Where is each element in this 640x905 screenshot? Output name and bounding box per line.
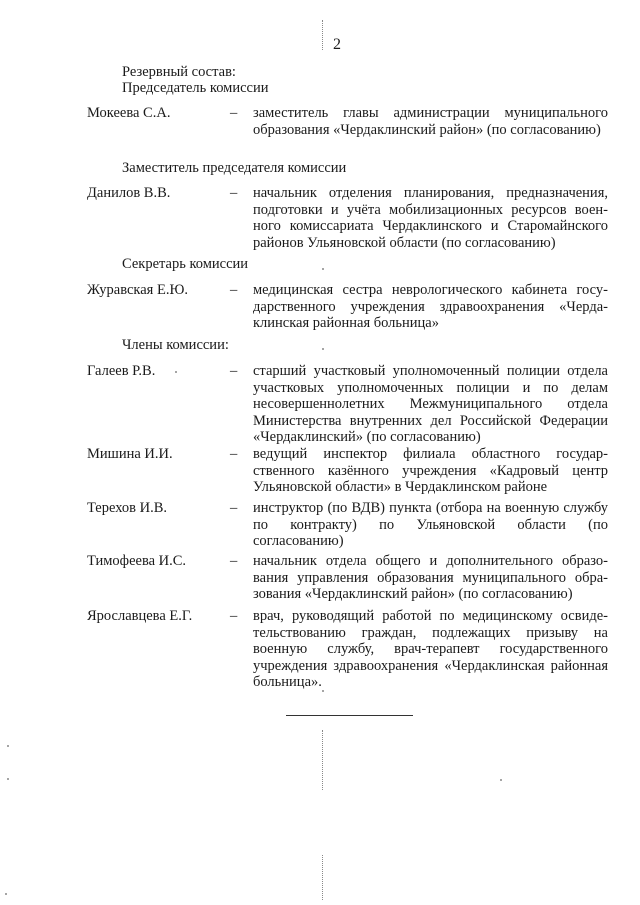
dash: –: [230, 282, 238, 298]
heading-reserve: Резервный состав:: [122, 64, 236, 80]
dash: –: [230, 363, 238, 379]
member-name: Терехов И.В.: [87, 500, 168, 516]
scan-speck: [5, 893, 7, 895]
member-description: врач, руководящий работой по медицинскому освидетельствованию граждан, подлежащих призыву на военную службу, врач-терапевт государственного учреждения здравоохранения «Чердаклинская районная больница».: [253, 608, 608, 691]
scan-speck: [7, 745, 9, 747]
member-name: Мокеева С.А.: [87, 105, 171, 121]
scan-fold-line: [322, 20, 323, 50]
member-description: заместитель главы администрации муниципального образования «Чердаклинский район» (по согласованию): [253, 105, 608, 138]
member-name: Ярославцева Е.Г.: [87, 608, 193, 624]
member-description: ведущий инспектор филиала областного государственного казённого учреждения «Кадровый центр Ульяновской области» в Чердаклинском районе: [253, 446, 608, 496]
member-description: старший участковый уполномоченный полиции отдела участковых уполномоченных полиции и по делам несовершеннолетних Межмуниципального отдела Министерства внутренних дел Российской Федерации «Чердаклинский» (по согласованию): [253, 363, 608, 446]
scan-speck: [322, 348, 324, 350]
dash: –: [230, 446, 238, 462]
scan-speck: [500, 779, 502, 781]
closing-rule: [286, 715, 413, 716]
page-number: 2: [333, 36, 341, 53]
scan-fold-line: [322, 855, 323, 900]
member-name: Данилов В.В.: [87, 185, 171, 201]
scan-speck: [175, 371, 177, 373]
member-name: Журавская Е.Ю.: [87, 282, 188, 298]
scan-speck: [322, 268, 324, 270]
member-name: Тимофеева И.С.: [87, 553, 187, 569]
dash: –: [230, 608, 238, 624]
dash: –: [230, 500, 238, 516]
member-description: инструктор (по ВДВ) пункта (отбора на военную службу по контракту) по Ульяновской области (по согласованию): [253, 500, 608, 550]
dash: –: [230, 553, 238, 569]
heading-secretary: Секретарь комиссии: [122, 256, 249, 272]
scan-fold-line: [322, 730, 323, 790]
member-description: начальник отдела общего и дополнительного образования управления образования муниципального образования «Чердаклинский район» (по согласованию): [253, 553, 608, 603]
heading-deputy: Заместитель председателя комиссии: [122, 160, 347, 176]
heading-members: Члены комиссии:: [122, 337, 229, 353]
member-name: Мишина И.И.: [87, 446, 173, 462]
member-description: медицинская сестра неврологического кабинета государственного учреждения здравоохранения «Чердаклинская районная больница»: [253, 282, 608, 332]
member-name: Галеев Р.В.: [87, 363, 156, 379]
dash: –: [230, 185, 238, 201]
scan-speck: [7, 778, 9, 780]
member-description: начальник отделения планирования, предназначения, подготовки и учёта мобилизационных ресурсов военного комиссариата Чердаклинского и Старомайнского районов Ульяновской области (по согласованию): [253, 185, 608, 251]
dash: –: [230, 105, 238, 121]
heading-chair: Председатель комиссии: [122, 80, 269, 96]
scan-speck: [322, 690, 324, 692]
